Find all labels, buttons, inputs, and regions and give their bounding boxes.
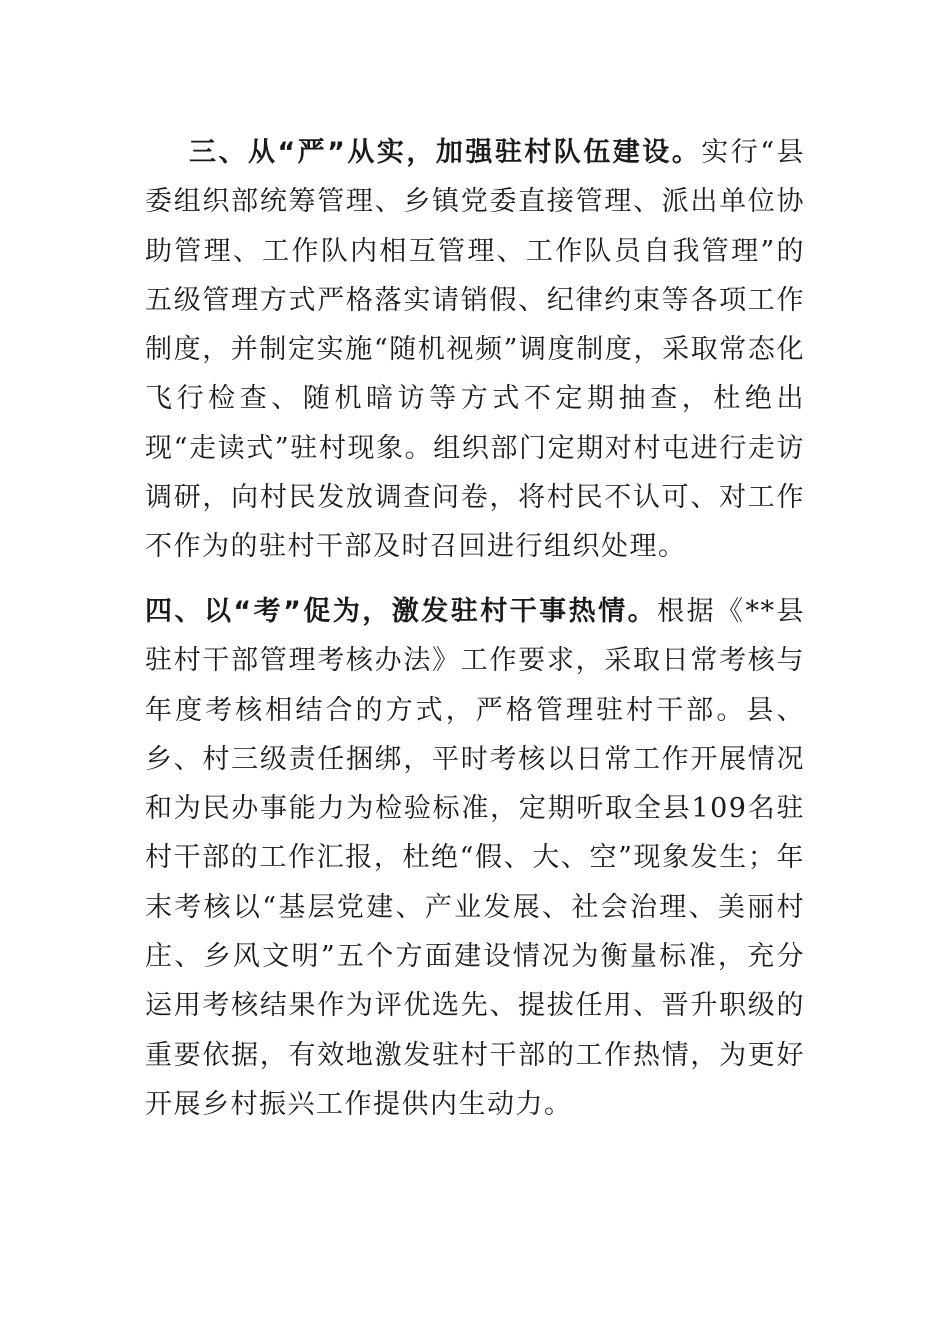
section-three-body: 实行“县委组织部统筹管理、乡镇党委直接管理、派出单位协助管理、工作队内相互管理、工作队员自我管理”的五级管理方式严格落实请销假、纪律约束等各项工作制度，并制定实施“随机视频”调度制度，采取常态化飞行检查、随机暗访等方式不定期抽查，杜绝出现“走读式”驻村现象。组织部门定期对村屯进行走访调研，向村民发放调查问卷，将村民不认可、对工作不作为的驻村干部及时召回进行组织处理。: [145, 137, 805, 563]
section-four-paragraph: [145, 587, 805, 1129]
section-four-heading: 四、以“考”促为，激发驻村干事热情。: [145, 596, 658, 627]
section-three-heading: 三、从“严”从实，加强驻村队伍建设。: [189, 137, 702, 168]
section-three-paragraph: [145, 128, 805, 572]
section-four-body: 根据《**县驻村干部管理考核办法》工作要求，采取日常考核与年度考核相结合的方式，严格管理驻村干部。县、乡、村三级责任捆绑，平时考核以日常工作开展情况和为民办事能力为检验标准，定期听取全县109名驻村干部的工作汇报，杜绝“假、大、空”现象发生；年末考核以“基层党建、产业发展、社会治理、美丽村庄、乡风文明”五个方面建设情况为衡量标准，充分运用考核结果作为评优选先、提拔任用、晋升职级的重要依据，有效地激发驻村干部的工作热情，为更好开展乡村振兴工作提供内生动力。: [145, 596, 806, 1120]
